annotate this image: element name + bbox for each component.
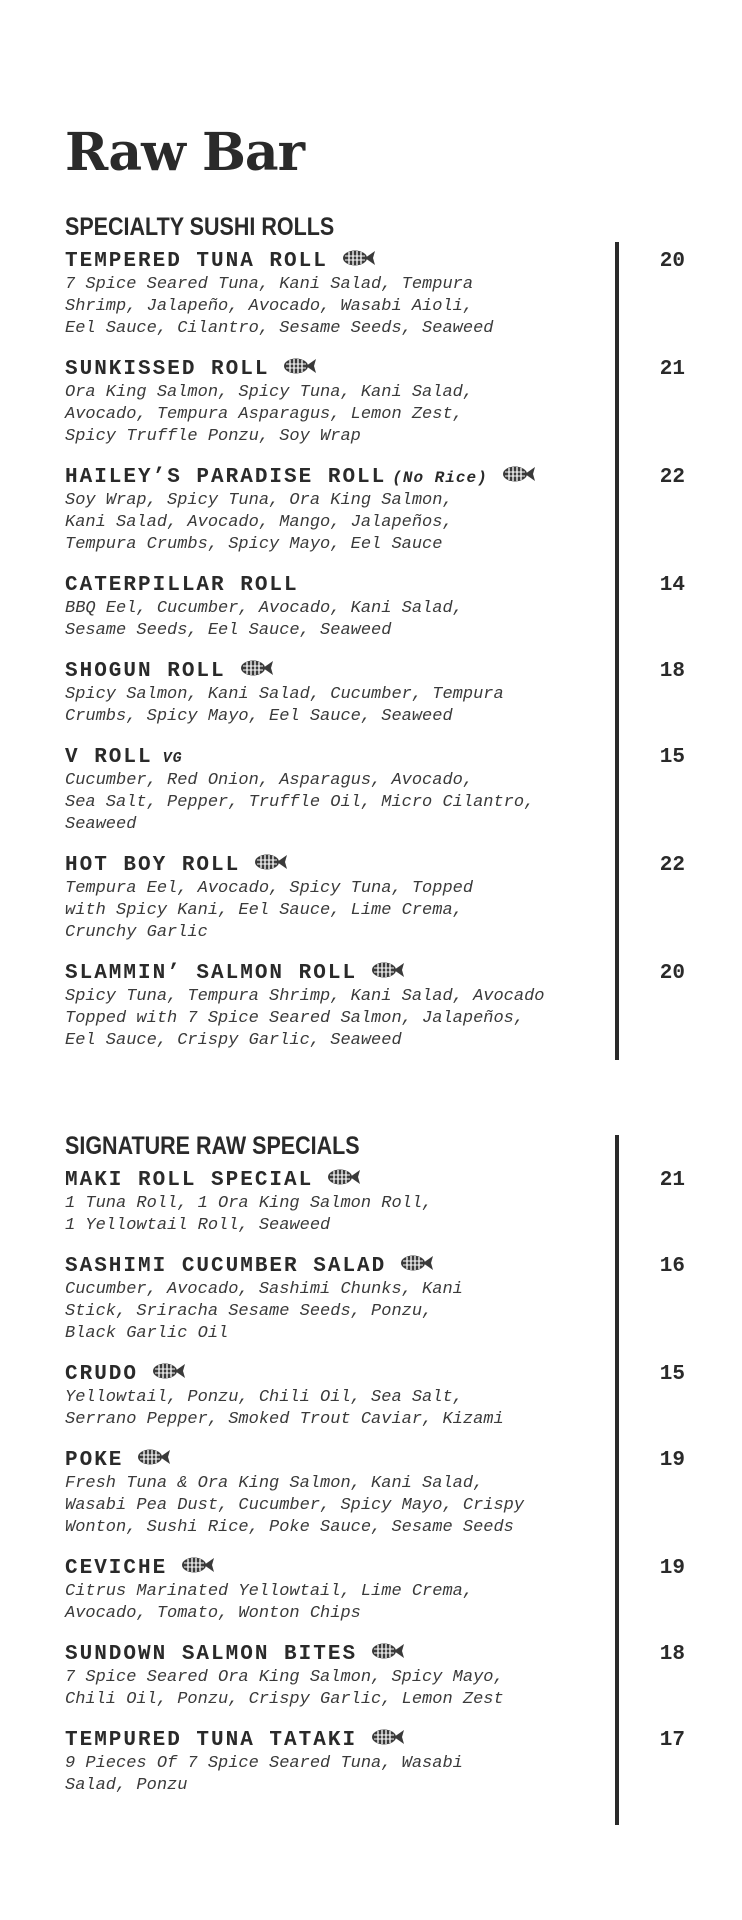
menu-item-name: SLAMMIN’ SALMON ROLL bbox=[65, 962, 358, 985]
menu-item-name: MAKI ROLL SPECIAL bbox=[65, 1169, 314, 1192]
description-line: Sea Salt, Pepper, Truffle Oil, Micro Cilantro, bbox=[65, 793, 535, 812]
menu-item-note: (No Rice) bbox=[392, 469, 488, 487]
menu-item-title-row bbox=[65, 1729, 685, 1753]
description-line: Stick, Sriracha Sesame Seeds, Ponzu, bbox=[65, 1302, 433, 1321]
menu-item-title-row bbox=[65, 1557, 685, 1581]
description-line: Spicy Salmon, Kani Salad, Cucumber, Tempura bbox=[65, 685, 504, 704]
description-line: 9 Pieces Of 7 Spice Seared Tuna, Wasabi bbox=[65, 1754, 463, 1773]
fish-icon bbox=[502, 465, 536, 483]
menu-item-description bbox=[65, 1667, 610, 1711]
menu-item bbox=[65, 1643, 685, 1711]
menu-item-title-row bbox=[65, 358, 685, 382]
menu-item-title-row bbox=[65, 1255, 685, 1279]
description-line: Shrimp, Jalapeño, Avocado, Wasabi Aioli, bbox=[65, 297, 474, 316]
description-line: Spicy Tuna, Tempura Shrimp, Kani Salad, Avocado bbox=[65, 987, 545, 1006]
menu-item-title-row bbox=[65, 1169, 685, 1193]
menu-item-price: 21 bbox=[659, 358, 685, 381]
menu-item bbox=[65, 660, 685, 728]
page-title: Raw Bar bbox=[65, 122, 305, 183]
menu-item-name: SASHIMI CUCUMBER SALAD bbox=[65, 1255, 387, 1278]
fish-icon bbox=[371, 1728, 405, 1746]
description-line: Fresh Tuna & Ora King Salmon, Kani Salad, bbox=[65, 1474, 484, 1493]
description-line: Eel Sauce, Cilantro, Sesame Seeds, Seaweed bbox=[65, 319, 494, 338]
menu-item-title-row bbox=[65, 854, 685, 878]
menu-item-title-row bbox=[65, 574, 685, 598]
description-line: 1 Tuna Roll, 1 Ora King Salmon Roll, bbox=[65, 1194, 433, 1213]
fish-icon bbox=[283, 357, 317, 375]
section-title: SPECIALTY SUSHI ROLLS bbox=[65, 213, 335, 241]
menu-item bbox=[65, 250, 685, 340]
menu-item bbox=[65, 746, 685, 836]
description-line: 7 Spice Seared Ora King Salmon, Spicy Mayo, bbox=[65, 1668, 504, 1687]
menu-item-description bbox=[65, 1279, 610, 1345]
menu-item-title-row bbox=[65, 962, 685, 986]
description-line: Wonton, Sushi Rice, Poke Sauce, Sesame Seeds bbox=[65, 1518, 514, 1537]
menu-item-price: 18 bbox=[659, 660, 685, 683]
vegan-tag: VG bbox=[162, 750, 183, 767]
menu-item-description bbox=[65, 1473, 610, 1539]
menu-item-name: SHOGUN ROLL bbox=[65, 660, 226, 683]
menu-item bbox=[65, 574, 685, 642]
menu-item bbox=[65, 1255, 685, 1345]
menu-item-description bbox=[65, 274, 610, 340]
fish-icon bbox=[137, 1448, 171, 1466]
description-line: Eel Sauce, Crispy Garlic, Seaweed bbox=[65, 1031, 402, 1050]
section-specialty-sushi-rolls bbox=[65, 212, 685, 1070]
description-line: Chili Oil, Ponzu, Crispy Garlic, Lemon Zest bbox=[65, 1690, 504, 1709]
description-line: Crunchy Garlic bbox=[65, 923, 208, 942]
menu-item bbox=[65, 358, 685, 448]
description-line: BBQ Eel, Cucumber, Avocado, Kani Salad, bbox=[65, 599, 463, 618]
description-line: Spicy Truffle Ponzu, Soy Wrap bbox=[65, 427, 361, 446]
menu-item-description bbox=[65, 1193, 610, 1237]
fish-icon bbox=[152, 1362, 186, 1380]
description-line: Salad, Ponzu bbox=[65, 1776, 188, 1795]
menu-item-name: HOT BOY ROLL bbox=[65, 854, 241, 877]
description-line: Topped with 7 Spice Seared Salmon, Jalapeños, bbox=[65, 1009, 525, 1028]
menu-item-name: SUNKISSED ROLL bbox=[65, 358, 270, 381]
menu-item bbox=[65, 1557, 685, 1625]
fish-icon bbox=[181, 1556, 215, 1574]
description-line: with Spicy Kani, Eel Sauce, Lime Crema, bbox=[65, 901, 463, 920]
menu-item-price: 20 bbox=[659, 962, 685, 985]
menu-item-name: CATERPILLAR ROLL bbox=[65, 574, 299, 597]
menu-item-price: 15 bbox=[659, 1363, 685, 1386]
menu-item-name: TEMPURED TUNA TATAKI bbox=[65, 1729, 358, 1752]
menu-item-price: 17 bbox=[659, 1729, 685, 1752]
description-line: Serrano Pepper, Smoked Trout Caviar, Kizami bbox=[65, 1410, 504, 1429]
menu-item-price: 16 bbox=[659, 1255, 685, 1278]
menu-item-list bbox=[65, 250, 685, 1052]
fish-icon bbox=[240, 659, 274, 677]
description-line: Cucumber, Avocado, Sashimi Chunks, Kani bbox=[65, 1280, 463, 1299]
description-line: Soy Wrap, Spicy Tuna, Ora King Salmon, bbox=[65, 491, 453, 510]
menu-item-title-row bbox=[65, 1643, 685, 1667]
menu-item-price: 18 bbox=[659, 1643, 685, 1666]
menu-item-description bbox=[65, 684, 610, 728]
menu-item-description bbox=[65, 1581, 610, 1625]
menu-item-title-row bbox=[65, 746, 685, 770]
fish-icon bbox=[254, 853, 288, 871]
description-line: Kani Salad, Avocado, Mango, Jalapeños, bbox=[65, 513, 453, 532]
menu-item-description bbox=[65, 770, 610, 836]
menu-item-name: POKE bbox=[65, 1449, 124, 1472]
menu-item-title-row bbox=[65, 660, 685, 684]
menu-item-price: 21 bbox=[659, 1169, 685, 1192]
menu-item-description bbox=[65, 1753, 610, 1797]
fish-icon bbox=[371, 961, 405, 979]
description-line: Black Garlic Oil bbox=[65, 1324, 229, 1343]
fish-icon bbox=[342, 249, 376, 267]
menu-item-description bbox=[65, 878, 610, 944]
menu-item-title-row bbox=[65, 1449, 685, 1473]
menu-item bbox=[65, 962, 685, 1052]
description-line: Tempura Eel, Avocado, Spicy Tuna, Topped bbox=[65, 879, 474, 898]
menu-item-price: 20 bbox=[659, 250, 685, 273]
menu-item-price: 19 bbox=[659, 1557, 685, 1580]
fish-icon bbox=[400, 1254, 434, 1272]
menu-item-name: SUNDOWN SALMON BITES bbox=[65, 1643, 358, 1666]
menu-item-title-row bbox=[65, 466, 685, 490]
menu-item bbox=[65, 1363, 685, 1431]
menu-item-title-row bbox=[65, 1363, 685, 1387]
description-line: Ora King Salmon, Spicy Tuna, Kani Salad, bbox=[65, 383, 474, 402]
menu-item-price: 15 bbox=[659, 746, 685, 769]
description-line: Sesame Seeds, Eel Sauce, Seaweed bbox=[65, 621, 392, 640]
menu-item-name: HAILEY’S PARADISE ROLL bbox=[65, 466, 387, 489]
section-signature-raw-specials bbox=[65, 1131, 685, 1815]
menu-item-description bbox=[65, 382, 610, 448]
description-line: Wasabi Pea Dust, Cucumber, Spicy Mayo, Crispy bbox=[65, 1496, 525, 1515]
menu-item-description bbox=[65, 986, 610, 1052]
menu-item-name: V ROLL bbox=[65, 746, 153, 769]
menu-item-price: 22 bbox=[659, 854, 685, 877]
description-line: Tempura Crumbs, Spicy Mayo, Eel Sauce bbox=[65, 535, 443, 554]
menu-item bbox=[65, 1169, 685, 1237]
description-line: Crumbs, Spicy Mayo, Eel Sauce, Seaweed bbox=[65, 707, 453, 726]
description-line: Seaweed bbox=[65, 815, 137, 834]
menu-item-list bbox=[65, 1169, 685, 1797]
menu-item bbox=[65, 1449, 685, 1539]
section-title: SIGNATURE RAW SPECIALS bbox=[65, 1132, 360, 1160]
description-line: 1 Yellowtail Roll, Seaweed bbox=[65, 1216, 331, 1235]
menu-item-price: 19 bbox=[659, 1449, 685, 1472]
menu-item bbox=[65, 466, 685, 556]
description-line: Citrus Marinated Yellowtail, Lime Crema, bbox=[65, 1582, 474, 1601]
menu-item-name: CRUDO bbox=[65, 1363, 139, 1386]
menu-item-name: CEVICHE bbox=[65, 1557, 168, 1580]
description-line: Avocado, Tomato, Wonton Chips bbox=[65, 1604, 361, 1623]
menu-item-description bbox=[65, 490, 610, 556]
menu-item-price: 14 bbox=[659, 574, 685, 597]
description-line: Avocado, Tempura Asparagus, Lemon Zest, bbox=[65, 405, 463, 424]
menu-item bbox=[65, 854, 685, 944]
menu-item-title-row bbox=[65, 250, 685, 274]
menu-item-price: 22 bbox=[659, 466, 685, 489]
menu-item-name: TEMPERED TUNA ROLL bbox=[65, 250, 328, 273]
description-line: Cucumber, Red Onion, Asparagus, Avocado, bbox=[65, 771, 474, 790]
menu-item-description bbox=[65, 1387, 610, 1431]
menu-item-description bbox=[65, 598, 610, 642]
description-line: Yellowtail, Ponzu, Chili Oil, Sea Salt, bbox=[65, 1388, 463, 1407]
description-line: 7 Spice Seared Tuna, Kani Salad, Tempura bbox=[65, 275, 474, 294]
menu-item bbox=[65, 1729, 685, 1797]
fish-icon bbox=[327, 1168, 361, 1186]
fish-icon bbox=[371, 1642, 405, 1660]
